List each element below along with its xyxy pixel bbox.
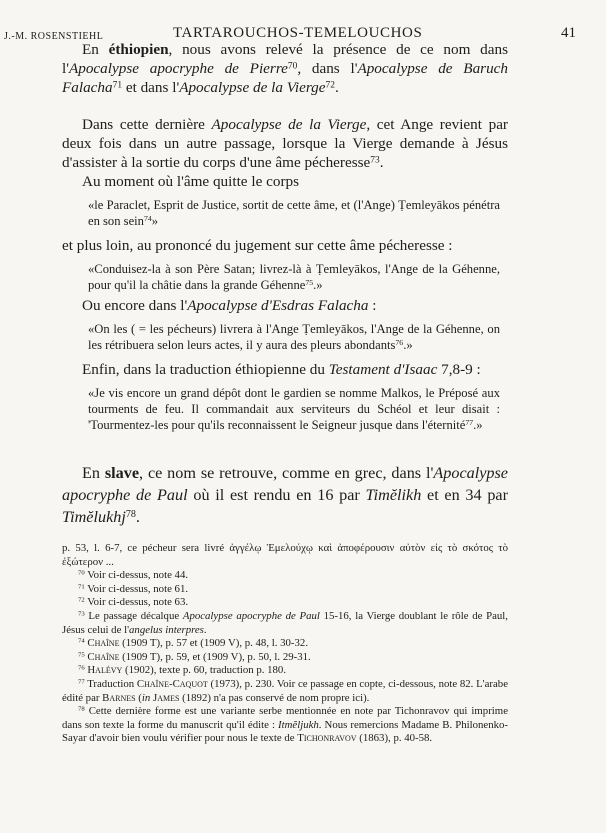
- paragraph-isaac: [62, 360, 508, 379]
- footnote-text: Voir ci-dessus, note 44.: [84, 569, 189, 582]
- text-run: :: [368, 297, 377, 314]
- footnote-ref: 70: [287, 61, 298, 72]
- paragraph-slave: [62, 462, 508, 528]
- footnote-72: [62, 596, 508, 610]
- footnote-number: 76: [78, 665, 85, 672]
- footnote-text: Cette dernière forme est une variante serbe mentionnée en note par Tichonravov qui imprime dans son texte la forme du manuscrit qu'il édite :: [62, 705, 508, 731]
- text-run: 7,8-9 :: [437, 361, 481, 378]
- footnote-75: [62, 651, 508, 665]
- text-run: En: [82, 464, 105, 482]
- quote-text: »: [151, 214, 159, 228]
- author-name: James: [153, 691, 180, 704]
- footnote-number: 78: [78, 705, 85, 713]
- quote-malkos: [88, 385, 500, 433]
- work-title: Apocalypse de la Vierge: [211, 116, 367, 133]
- quote-text: «Conduisez-la à son Père Satan; livrez-là à Ṭemleyākos, l'Ange de la Géhenne, pour qu'il la châtie dans la grande Géhenne: [88, 262, 500, 292]
- author-name: Chaîne: [84, 637, 120, 650]
- text-run: , nous avons relevé la présence de ce nom dans l': [62, 41, 508, 77]
- author-name: Tichonravov: [297, 732, 357, 745]
- footnote-number: 75: [78, 651, 85, 659]
- footnote-ref: 75: [305, 278, 314, 288]
- paragraph-jugement: et plus loin, au prononcé du jugement sur cette âme pécheresse :: [62, 237, 453, 254]
- footnote-71: [62, 583, 508, 597]
- text-run: En: [82, 41, 109, 58]
- page-number: 41: [561, 25, 576, 41]
- footnote-text: Traduction: [84, 677, 137, 690]
- author-name: Barnes: [102, 691, 136, 704]
- footnote-text: . Nous remercions Madame B. Philonenko-Sayar d'avoir bien voulu vérifier pour nous le texte de: [62, 718, 508, 745]
- quote-text: «le Paraclet, Esprit de Justice, sortit de cette âme, et (l'Ange) Ṭemleyākos pénétra en son sein: [88, 198, 500, 228]
- footnote-number: 70: [78, 569, 85, 577]
- text-run: où il est rendu en 16 par: [187, 486, 366, 504]
- work-title: Apocalypse apocryphe de Paul: [62, 464, 508, 504]
- text-run: , ce nom se retrouve, comme en grec, dans l': [139, 464, 434, 482]
- author-name: Halévy: [84, 664, 123, 677]
- running-head-title: TARTAROUCHOS-TEMELOUCHOS: [173, 25, 423, 41]
- footnote-76: [62, 664, 508, 678]
- text-run: .: [379, 154, 384, 171]
- running-head-author: J.-M. ROSENSTIEHL: [4, 31, 104, 42]
- footnote-74: [62, 637, 508, 651]
- quote-text: «Je vis encore un grand dépôt dont le gardien se nomme Malkos, le Préposé aux tourments de feu. Il commandait aux serviteurs du Schéol et leur disait : 'Tourmentez-les pour qu'ils reconnaissent le Seigneur jusque dans l'éternité: [88, 386, 500, 432]
- footnote-text: (1909 T), p. 57 et (1909 V), p. 48, l. 30-32.: [119, 637, 309, 650]
- work-title: Apocalypse de la Vierge: [179, 79, 326, 96]
- footnote-text: Le passage décalque: [84, 609, 183, 622]
- footnote-number: 74: [78, 637, 85, 645]
- work-title: Testament d'Isaac: [328, 361, 438, 378]
- form-name: Timĕlikh: [365, 486, 422, 504]
- footnote-73: [62, 610, 508, 637]
- footnote-ref: 74: [143, 214, 152, 224]
- keyword-slave: slave: [104, 464, 140, 482]
- latin-term: angelus interpres: [129, 623, 204, 636]
- footnote-text: in: [141, 691, 151, 704]
- author-name: Chaîne-Caquot: [136, 677, 208, 690]
- paragraph-ethiopien: [62, 40, 508, 97]
- footnote-text: (1973), p. 230. Voir ce passage en copte, ci-dessous, note 82. L'arabe édité par: [62, 677, 508, 704]
- text-run: Enfin, dans la traduction éthiopienne du: [82, 361, 329, 378]
- footnotes: [62, 542, 508, 746]
- footnote-ref: 77: [465, 418, 474, 428]
- work-title: Apocalypse d'Esdras Falacha: [187, 297, 369, 314]
- paragraph-ame: Au moment où l'âme quitte le corps: [82, 173, 300, 190]
- footnote-text: (1892) n'a pas conservé de nom propre ici).: [179, 691, 370, 704]
- quote-text: .»: [403, 338, 413, 352]
- footnote-78: [62, 705, 508, 746]
- footnote-number: 77: [78, 678, 85, 686]
- footnote-ref: 76: [395, 338, 404, 348]
- work-title: Apocalypse apocryphe de Pierre: [68, 60, 288, 77]
- footnote-text: (1909 T), p. 59, et (1909 V), p. 50, l. 29-31.: [119, 650, 311, 663]
- footnote-text: (1863), p. 40-58.: [356, 732, 433, 745]
- footnote-text: 15-16, la Vierge doublant le rôle de Paul, Jésus celui de l': [62, 609, 508, 636]
- quote-pecheurs: [88, 321, 500, 353]
- footnote-continued: p. 53, l. 6-7, ce pécheur sera livré ἀγγέλῳ Ἐμελούχῳ καὶ ἀποφέρουσιν αὐτὸν εἰς τὸ σκότος τὸ ἐξώτερον ...: [62, 542, 508, 568]
- footnote-ref: 71: [112, 80, 123, 91]
- footnote-text: .: [203, 623, 207, 636]
- quote-text: «On les ( = les pécheurs) livrera à l'Ange Ṭemleyākos, l'Ange de la Géhenne, on les rétribuera selon leurs actes, il y aura des pleurs abondants: [88, 322, 500, 352]
- footnote-ref: 73: [370, 155, 380, 166]
- work-title: Apocalypse de Baruch Falacha: [62, 60, 508, 96]
- author-name: Chaîne: [84, 650, 120, 663]
- quote-text: .»: [473, 418, 483, 432]
- text-run: Ou encore dans l': [82, 297, 188, 314]
- footnote-text: (: [135, 691, 142, 704]
- text-run: , cet Ange revient par deux fois dans un autre passage, lorsque la Vierge demande à Jésus d'assister à la sortie du corps d'une âme pécheresse: [62, 116, 508, 171]
- text-run: et en 34 par: [421, 486, 508, 504]
- text-run: , dans l': [297, 60, 358, 77]
- footnote-number: 73: [78, 610, 85, 618]
- work-title: Apocalypse apocryphe de Paul: [182, 609, 320, 622]
- footnote-70: [62, 569, 508, 583]
- text-run: .: [135, 508, 140, 526]
- footnote-text: Voir ci-dessus, note 63.: [84, 596, 189, 609]
- keyword-ethiopien: éthiopien: [108, 41, 169, 58]
- footnote-77: [62, 678, 508, 705]
- form-name: Itmĕljukh: [278, 718, 319, 731]
- paragraph-esdras: [62, 296, 508, 315]
- footnote-ref: 72: [325, 80, 335, 91]
- footnote-number: 71: [78, 583, 85, 591]
- form-name: Timĕlukhj: [62, 508, 126, 526]
- footnote-text: (1902), texte p. 60, traduction p. 180.: [122, 664, 287, 677]
- text-run: .: [334, 79, 339, 96]
- quote-text: .»: [313, 278, 323, 292]
- footnote-text: Voir ci-dessus, note 61.: [84, 582, 189, 595]
- footnote-number: 72: [78, 597, 85, 605]
- paragraph-vierge: [62, 115, 508, 172]
- footnote-ref: 78: [125, 508, 136, 520]
- text-run: Dans cette dernière: [82, 116, 212, 133]
- text-run: et dans l': [122, 79, 180, 96]
- quote-satan: [88, 261, 500, 293]
- quote-paraclet: [88, 197, 500, 229]
